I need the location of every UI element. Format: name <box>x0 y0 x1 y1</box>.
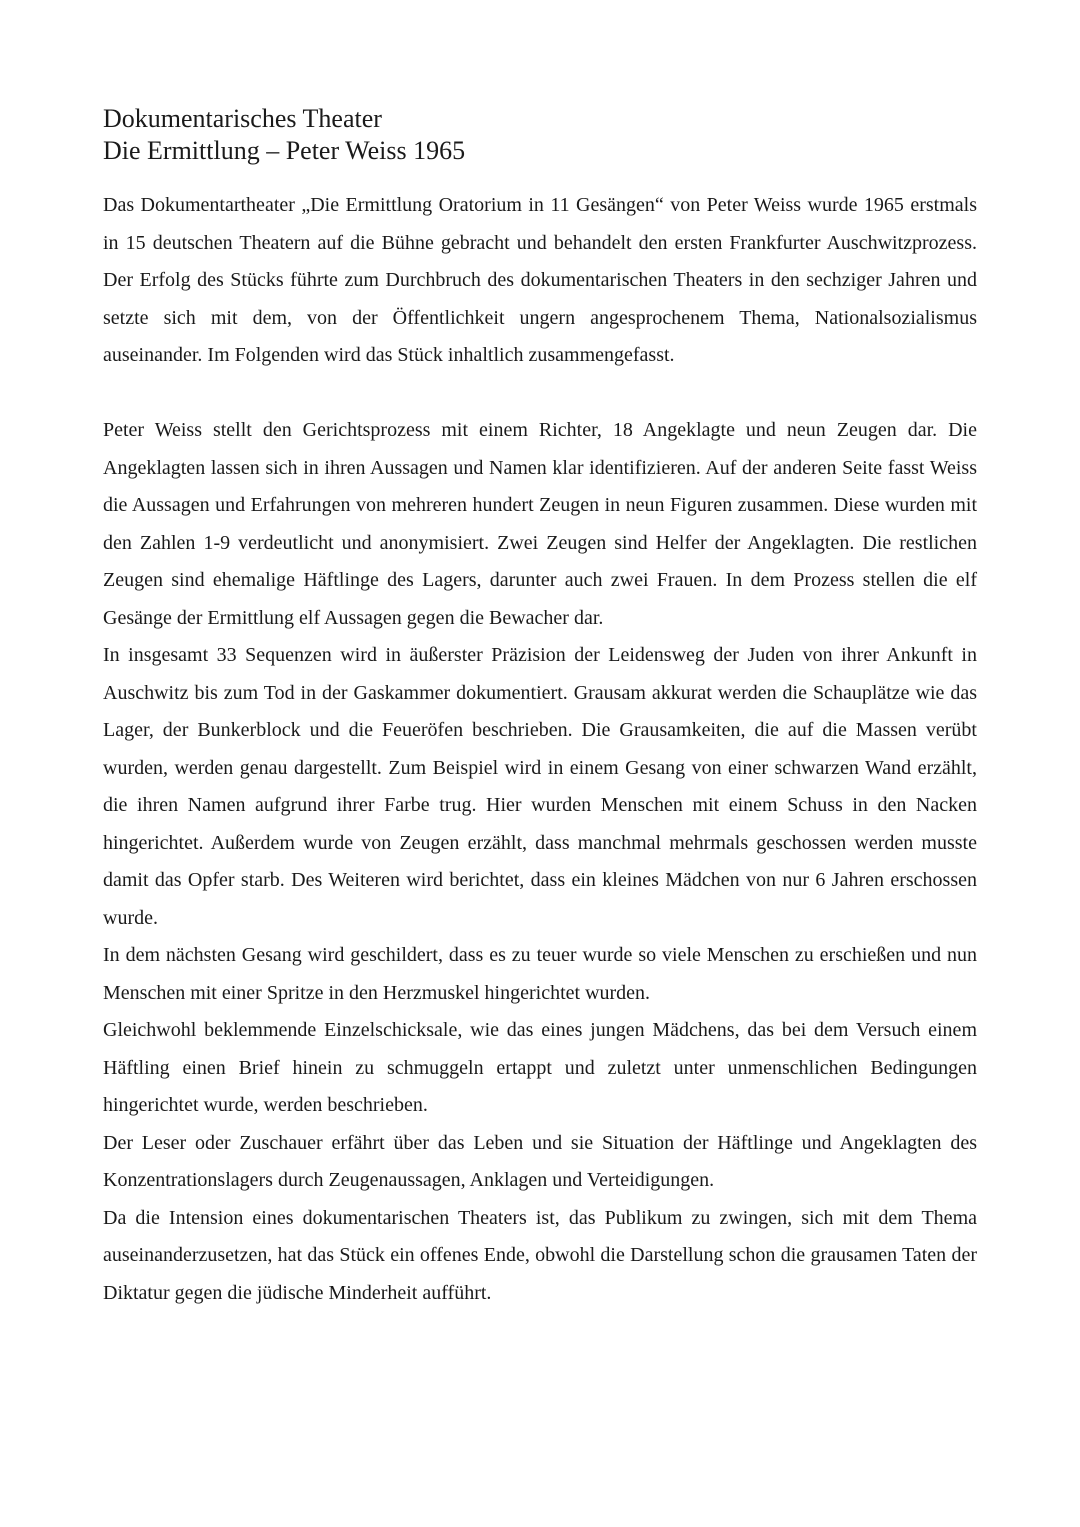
paragraph-next-song: In dem nächsten Gesang wird geschildert, dass es zu teuer wurde so viele Menschen zu erschießen und nun Menschen mit einer Spritze in den Herzmuskel hingerichtet wurden. <box>103 944 977 1004</box>
paragraph-sequences: In insgesamt 33 Sequenzen wird in äußerster Präzision der Leidensweg der Juden von ihrer Ankunft in Auschwitz bis zum Tod in der Gaskammer dokumentiert. Grausam akkurat werden die Schauplätze wie das Lager, der Bunkerblock und die Feueröfen beschrieben. Die Grausamkeiten, die auf die Massen verübt wurden, werden genau dargestellt. Zum Beispiel wird in einem Gesang von einer schwarzen Wand erzählt, die ihren Namen aufgrund ihrer Farbe trug. Hier wurden Menschen mit einem Schuss in den Nacken hingerichtet. Außerdem wurde von Zeugen erzählt, dass manchmal mehrmals geschossen werden musste damit das Opfer starb. Des Weiteren wird berichtet, dass ein kleines Mädchen von nur 6 Jahren erschossen wurde. <box>103 644 977 929</box>
paragraph-spacer <box>103 375 977 413</box>
document-heading <box>103 103 977 167</box>
document-subtitle: Die Ermittlung – Peter Weiss 1965 <box>103 136 466 165</box>
document-page <box>103 103 977 1312</box>
document-title: Dokumentarisches Theater <box>103 104 382 133</box>
paragraph-intro: Das Dokumentartheater „Die Ermittlung Oratorium in 11 Gesängen“ von Peter Weiss wurde 1965 erstmals in 15 deutschen Theatern auf die Bühne gebracht und behandelt den ersten Frankfurter Auschwitzprozess. Der Erfolg des Stücks führte zum Durchbruch des dokumentarischen Theaters in den sechziger Jahren und setzte sich mit dem, von der Öffentlichkeit ungern angesprochenem Thema, Nationalsozialismus auseinander. Im Folgenden wird das Stück inhaltlich zusammengefasst. <box>103 194 977 366</box>
paragraph-individual-fates: Gleichwohl beklemmende Einzelschicksale, wie das eines jungen Mädchens, das bei dem Versuch einem Häftling einen Brief hinein zu schmuggeln ertappt und zuletzt unter unmenschlichen Bedingungen hingerichtet wurde, werden beschrieben. <box>103 1019 977 1116</box>
paragraph-characters: Peter Weiss stellt den Gerichtsprozess mit einem Richter, 18 Angeklagte und neun Zeugen dar. Die Angeklagten lassen sich in ihren Aussagen und Namen klar identifizieren. Auf der anderen Seite fasst Weiss die Aussagen und Erfahrungen von mehreren hundert Zeugen in neun Figuren zusammen. Diese wurden mit den Zahlen 1-9 verdeutlicht und anonymisiert. Zwei Zeugen sind Helfer der Angeklagten. Die restlichen Zeugen sind ehemalige Häftlinge des Lagers, darunter auch zwei Frauen. In dem Prozess stellen die elf Gesänge der Ermittlung elf Aussagen gegen die Bewacher dar. <box>103 419 977 629</box>
paragraph-conclusion: Da die Intension eines dokumentarischen Theaters ist, das Publikum zu zwingen, sich mit dem Thema auseinanderzusetzen, hat das Stück ein offenes Ende, obwohl die Darstellung schon die grausamen Taten der Diktatur gegen die jüdische Minderheit aufführt. <box>103 1206 977 1304</box>
paragraph-reader: Der Leser oder Zuschauer erfährt über das Leben und sie Situation der Häftlinge und Angeklagten des Konzentrationslagers durch Zeugenaussagen, Anklagen und Verteidigungen. <box>103 1131 977 1191</box>
